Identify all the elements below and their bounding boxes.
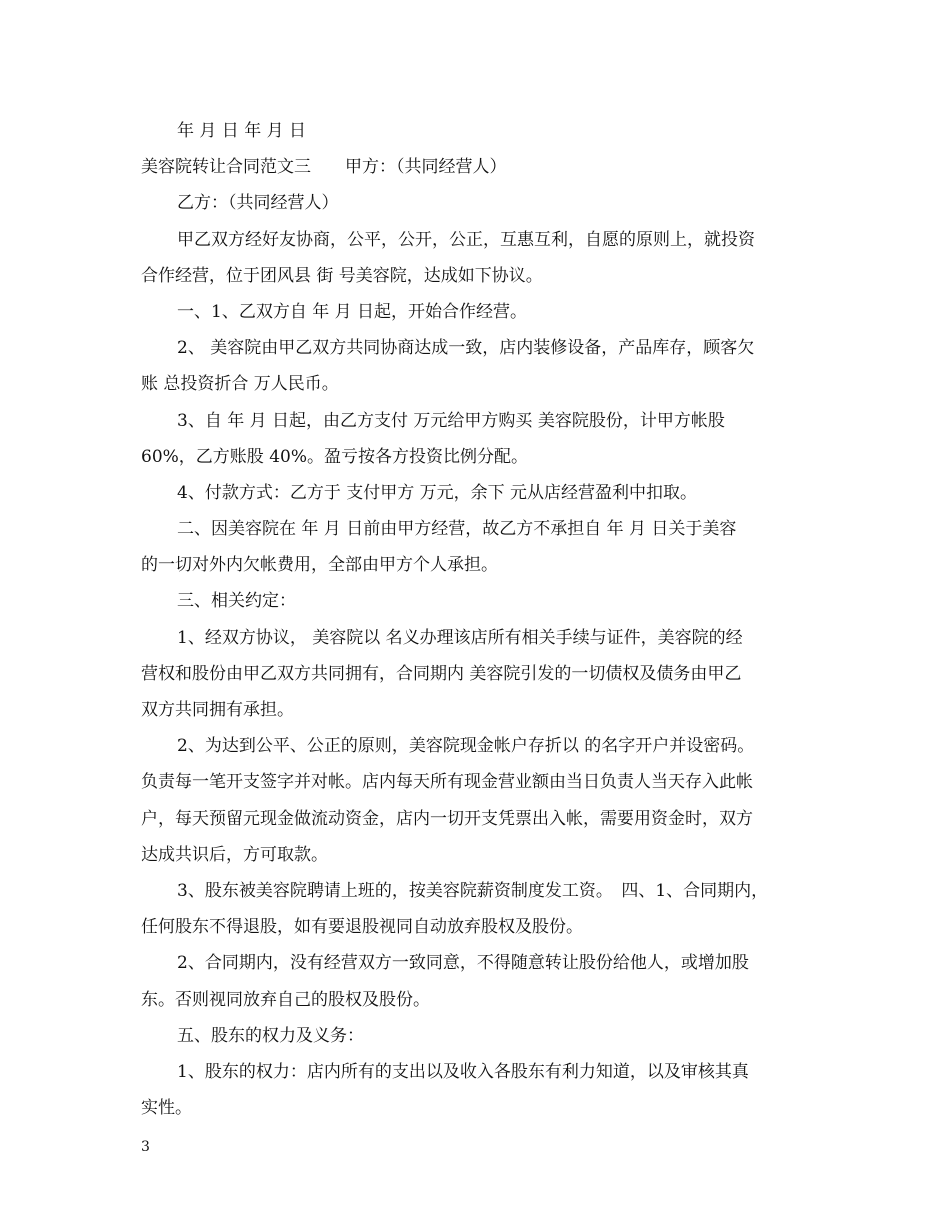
- text-line: 乙方：（共同经营人）: [177, 193, 339, 214]
- text-line: 账 总投资折合 万人民币。: [141, 374, 339, 395]
- text-line: 2、 美容院由甲乙双方共同协商达成一致，店内装修设备，产品库存，顾客欠: [177, 338, 755, 359]
- text-line: 达成共识后，方可取款。: [141, 844, 328, 865]
- text-line: 二、因美容院在 年 月 日前由甲方经营，故乙方不承担自 年 月 日关于美容: [177, 519, 737, 540]
- text-line: 任何股东不得退股，如有要退股视同自动放弃股权及股份。: [141, 917, 583, 938]
- text-line: 双方共同拥有承担。: [141, 700, 294, 720]
- text-line: 营权和股份由甲乙双方共同拥有，合同期内 美容院引发的一切债权及债务由甲乙: [141, 663, 742, 684]
- page-number: 3: [141, 1139, 150, 1155]
- text-line: 60%，乙方账股 40%。盈亏按各方投资比例分配。: [141, 446, 528, 467]
- text-line: 美容院转让合同范文三 甲方：（共同经营人）: [141, 157, 507, 178]
- text-line: 1、经双方协议， 美容院以 名义办理该店所有相关手续与证件，美容院的经: [177, 627, 743, 648]
- text-line: 2、为达到公平、公正的原则，美容院现金帐户存折以 的名字开户并设密码。: [177, 736, 755, 757]
- text-line: 甲乙双方经好友协商，公平，公开，公正，互惠互利，自愿的原则上，就投资: [177, 229, 755, 250]
- text-line: 负责每一笔开支签字并对帐。店内每天所有现金营业额由当日负责人当天存入此帐: [141, 772, 753, 793]
- text-line: 1、股东的权力：店内所有的支出以及收入各股东有利力知道，以及审核其真: [177, 1061, 749, 1082]
- text-line: 年 月 日 年 月 日: [177, 121, 307, 141]
- text-line: 2、合同期内，没有经营双方一致同意，不得随意转让股份给他人，或增加股: [177, 953, 749, 974]
- text-line: 三、相关约定：: [177, 591, 296, 612]
- text-line: 3、股东被美容院聘请上班的，按美容院薪资制度发工资。 四、1、合同期内，: [177, 880, 769, 901]
- text-line: 3、自 年 月 日起，由乙方支付 万元给甲方购买 美容院股份，计甲方帐股: [177, 410, 725, 431]
- text-line: 实性。: [141, 1098, 192, 1119]
- text-line: 五、股东的权力及义务：: [177, 1025, 364, 1046]
- document-body: [141, 113, 813, 1126]
- text-line: 的一切对外内欠帐费用，全部由甲方个人承担。: [141, 555, 498, 576]
- text-line: 合作经营，位于团风县 街 号美容院，达成如下协议。: [141, 265, 543, 286]
- text-line: 一、1、乙双方自 年 月 日起，开始合作经营。: [177, 301, 528, 322]
- text-line: 4、付款方式：乙方于 支付甲方 万元，余下 元从店经营盈利中扣取。: [177, 482, 698, 503]
- text-line: 东。否则视同放弃自己的股权及股份。: [141, 989, 430, 1010]
- text-line: 户，每天预留元现金做流动资金，店内一切开支凭票出入帐，需要用资金时，双方: [141, 808, 753, 829]
